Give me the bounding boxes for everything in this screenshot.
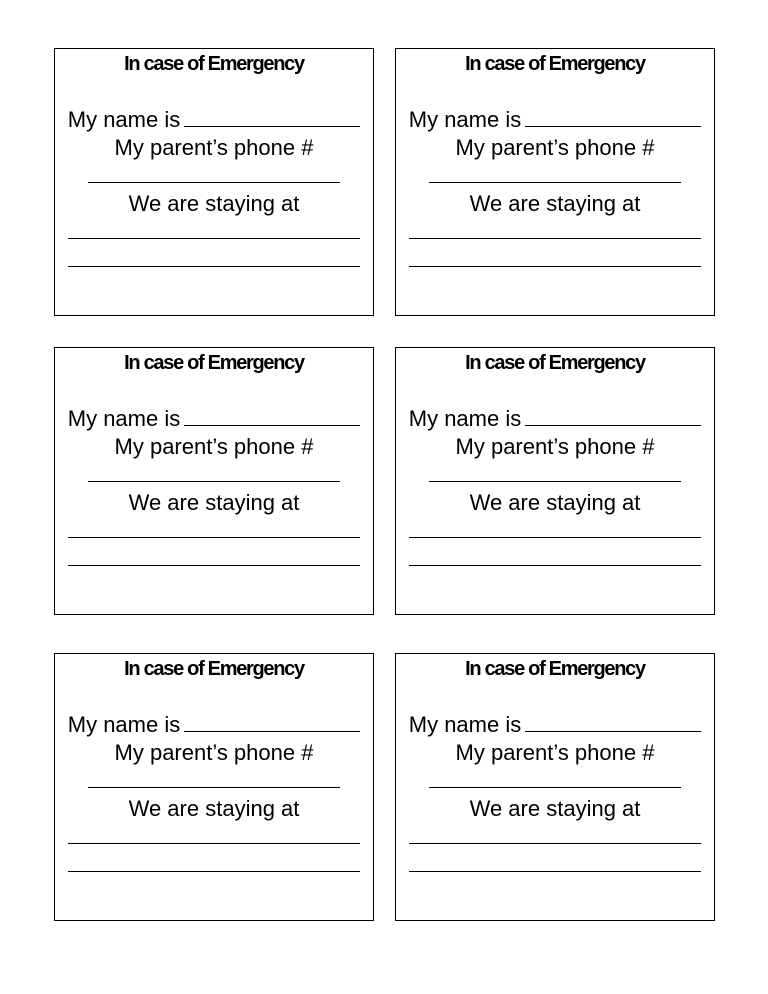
- name-line: [55, 712, 373, 738]
- phone-line: [55, 768, 373, 794]
- address-blank-1[interactable]: [409, 519, 701, 538]
- address-line-2: [55, 546, 373, 572]
- name-label: My name is: [67, 712, 181, 737]
- name-label: My name is: [67, 107, 181, 132]
- card-title: In case of Emergency: [124, 658, 304, 680]
- phone-line: [396, 163, 714, 189]
- phone-line: [55, 462, 373, 488]
- phone-blank[interactable]: [429, 769, 681, 788]
- address-blank-2[interactable]: [68, 248, 360, 267]
- phone-label: My parent’s phone #: [114, 434, 314, 459]
- name-blank[interactable]: [525, 713, 701, 732]
- staying-label: We are staying at: [128, 490, 300, 515]
- name-blank[interactable]: [184, 108, 360, 127]
- address-line-1: [55, 219, 373, 245]
- address-line-2: [396, 546, 714, 572]
- address-blank-2[interactable]: [68, 547, 360, 566]
- name-blank[interactable]: [184, 713, 360, 732]
- phone-blank[interactable]: [88, 769, 340, 788]
- address-blank-2[interactable]: [409, 547, 701, 566]
- name-line: [396, 107, 714, 133]
- phone-blank[interactable]: [429, 164, 681, 183]
- emergency-card: [54, 653, 374, 921]
- phone-label: My parent’s phone #: [114, 740, 314, 765]
- address-line-1: [396, 219, 714, 245]
- address-line-1: [55, 518, 373, 544]
- address-line-1: [55, 824, 373, 850]
- name-blank[interactable]: [184, 407, 360, 426]
- address-line-1: [396, 518, 714, 544]
- address-line-2: [396, 247, 714, 273]
- card-title: In case of Emergency: [465, 658, 645, 680]
- name-label: My name is: [408, 107, 522, 132]
- address-blank-2[interactable]: [68, 853, 360, 872]
- staying-label: We are staying at: [469, 796, 641, 821]
- emergency-card: [54, 347, 374, 615]
- address-line-2: [55, 247, 373, 273]
- emergency-card: [395, 653, 715, 921]
- name-line: [55, 107, 373, 133]
- phone-label: My parent’s phone #: [114, 135, 314, 160]
- phone-blank[interactable]: [88, 463, 340, 482]
- name-label: My name is: [408, 712, 522, 737]
- phone-label: My parent’s phone #: [455, 740, 655, 765]
- name-blank[interactable]: [525, 407, 701, 426]
- emergency-card: [395, 48, 715, 316]
- address-blank-1[interactable]: [68, 825, 360, 844]
- phone-line: [55, 163, 373, 189]
- address-blank-2[interactable]: [409, 248, 701, 267]
- address-blank-1[interactable]: [68, 519, 360, 538]
- staying-label: We are staying at: [128, 796, 300, 821]
- address-blank-2[interactable]: [409, 853, 701, 872]
- address-line-2: [55, 852, 373, 878]
- staying-label: We are staying at: [128, 191, 300, 216]
- phone-line: [396, 462, 714, 488]
- phone-line: [396, 768, 714, 794]
- phone-label: My parent’s phone #: [455, 434, 655, 459]
- card-title: In case of Emergency: [465, 53, 645, 75]
- name-blank[interactable]: [525, 108, 701, 127]
- address-line-2: [396, 852, 714, 878]
- staying-label: We are staying at: [469, 490, 641, 515]
- phone-blank[interactable]: [88, 164, 340, 183]
- name-line: [55, 406, 373, 432]
- name-line: [396, 406, 714, 432]
- emergency-card: [395, 347, 715, 615]
- emergency-card: [54, 48, 374, 316]
- card-title: In case of Emergency: [124, 352, 304, 374]
- name-label: My name is: [408, 406, 522, 431]
- address-blank-1[interactable]: [409, 825, 701, 844]
- address-blank-1[interactable]: [409, 220, 701, 239]
- address-line-1: [396, 824, 714, 850]
- staying-label: We are staying at: [469, 191, 641, 216]
- card-title: In case of Emergency: [465, 352, 645, 374]
- name-label: My name is: [67, 406, 181, 431]
- card-title: In case of Emergency: [124, 53, 304, 75]
- name-line: [396, 712, 714, 738]
- phone-label: My parent’s phone #: [455, 135, 655, 160]
- phone-blank[interactable]: [429, 463, 681, 482]
- address-blank-1[interactable]: [68, 220, 360, 239]
